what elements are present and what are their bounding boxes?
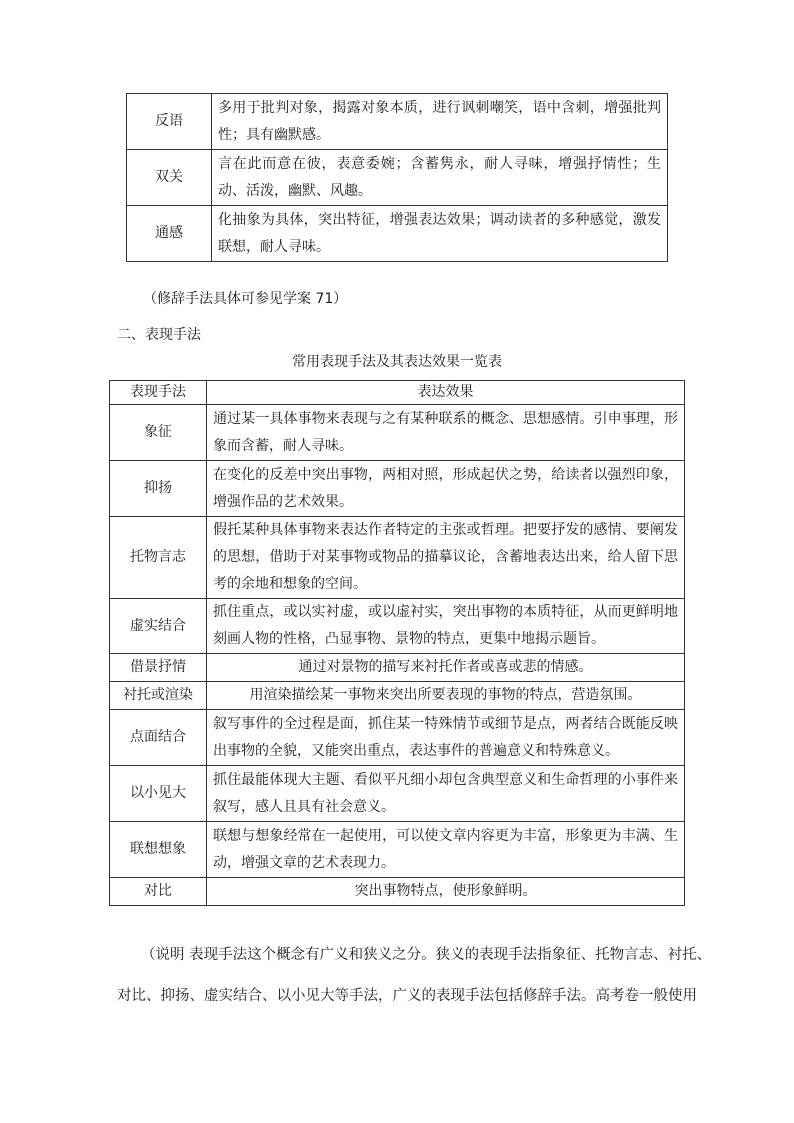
effect-cell: 抓住最能体现大主题、看似平凡细小却包含典型意义和生命哲理的小事件来叙写，感人且具有社会意义。 [207,766,685,822]
explanation-line: 对比、抑扬、虚实结合、以小见大等手法，广义的表现手法包括修辞手法。高考卷一般使用 [117,988,697,1004]
effect-cell: 通过对景物的描写来衬托作者或喜或悲的情感。 [207,654,685,682]
rhetoric-reference-note: （修辞手法具体可参见学案 71） [143,291,348,307]
table-row [110,878,685,906]
column-header-technique: 表现手法 [110,381,207,405]
table-row [110,710,685,766]
effect-cell: 言在此而意在彼，表意委婉；含蓄隽永，耐人寻味，增强抒情性；生动、活泼，幽默、风趣。 [212,150,668,206]
table-row [110,766,685,822]
table-row [110,682,685,710]
effect-cell: 联想与想象经常在一起使用，可以使文章内容更为丰富，形象更为丰满、生动，增强文章的艺术表现力。 [207,822,685,878]
technique-name-cell: 点面结合 [110,710,207,766]
effect-cell: 多用于批判对象，揭露对象本质，进行讽刺嘲笑，语中含刺，增强批判性；具有幽默感。 [212,94,668,150]
technique-name-cell: 以小见大 [110,766,207,822]
effect-cell: 假托某种具体事物来表达作者特定的主张或哲理。把要抒发的感情、要阐发的思想，借助于对某事物或物品的描摹议论，含蓄地表达出来，给人留下思考的余地和想象的空间。 [207,517,685,599]
effect-cell: 叙写事件的全过程是面，抓住某一特殊情节或细节是点，两者结合既能反映出事物的全貌，又能突出重点，表达事件的普遍意义和特殊意义。 [207,710,685,766]
table-header-row [110,381,685,405]
technique-name-cell: 象征 [110,405,207,461]
effect-cell: 化抽象为具体，突出特征，增强表达效果；调动读者的多种感觉，激发联想，耐人寻味。 [212,206,668,262]
table-caption: 常用表现手法及其表达效果一览表 [292,354,502,370]
technique-name-cell: 虚实结合 [110,599,207,654]
technique-name-cell: 托物言志 [110,517,207,599]
effect-cell: 用渲染描绘某一事物来突出所要表现的事物的特点，营造氛围。 [207,682,685,710]
device-name-cell: 双关 [127,150,212,206]
effect-cell: 抓住重点，或以实衬虚，或以虚衬实，突出事物的本质特征，从而更鲜明地刻画人物的性格，凸显事物、景物的特点，更集中地揭示题旨。 [207,599,685,654]
technique-name-cell: 对比 [110,878,207,906]
technique-name-cell: 抑扬 [110,461,207,517]
technique-name-cell: 衬托或渲染 [110,682,207,710]
technique-name-cell: 联想想象 [110,822,207,878]
effect-cell: 通过某一具体事物来表现与之有某种联系的概念、思想感情。引申事理，形象而含蓄，耐人寻味。 [207,405,685,461]
expression-techniques-table [109,380,685,906]
table-row [127,206,668,262]
device-name-cell: 通感 [127,206,212,262]
table-row [110,461,685,517]
explanation-line: （说明 表现手法这个概念有广义和狭义之分。狭义的表现手法指象征、托物言志、衬托、 [141,947,712,963]
table-row [110,599,685,654]
rhetoric-table [126,93,668,262]
table-row [127,150,668,206]
device-name-cell: 反语 [127,94,212,150]
table-row [110,517,685,599]
explanation-paragraph [117,935,712,1017]
section-heading: 二、表现手法 [117,327,201,343]
technique-name-cell: 借景抒情 [110,654,207,682]
table-row [110,405,685,461]
effect-cell: 突出事物特点，使形象鲜明。 [207,878,685,906]
table-row [110,654,685,682]
table-row [127,94,668,150]
table-row [110,822,685,878]
effect-cell: 在变化的反差中突出事物，两相对照，形成起伏之势，给读者以强烈印象，增强作品的艺术效果。 [207,461,685,517]
column-header-effect: 表达效果 [207,381,685,405]
